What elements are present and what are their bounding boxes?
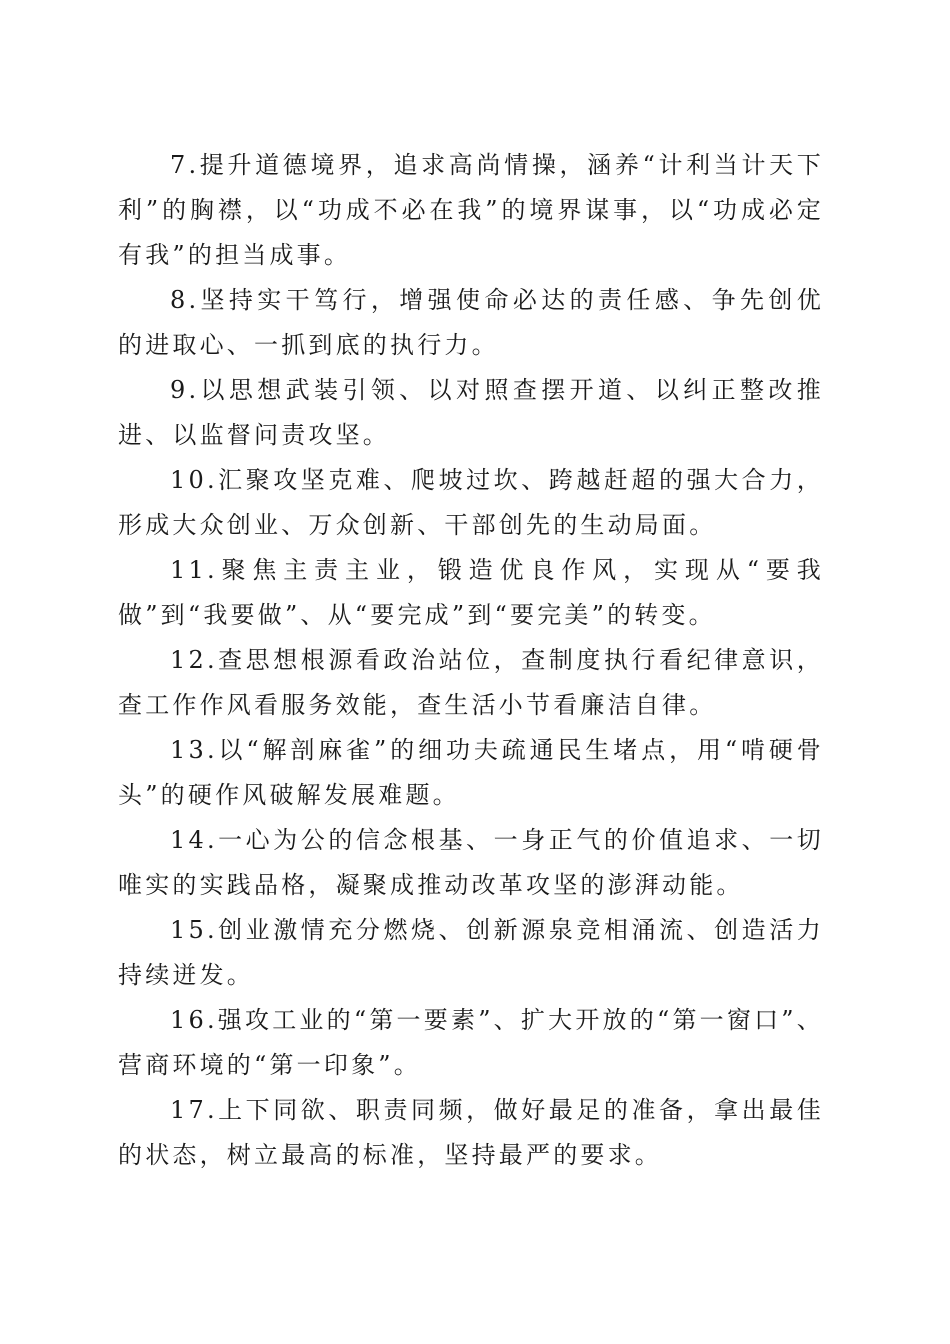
paragraph-17: 17.上下同欲、职责同频，做好最足的准备，拿出最佳的状态，树立最高的标准，坚持最严的要求。 (118, 1096, 824, 1169)
paragraph-13: 13.以“解剖麻雀”的细功夫疏通民生堵点，用“啃硬骨头”的硬作风破解发展难题。 (118, 736, 824, 809)
paragraph-7: 7.提升道德境界，追求高尚情操，涵养“计利当计天下利”的胸襟，以“功成不必在我”的境界谋事，以“功成必定有我”的担当成事。 (118, 151, 824, 269)
document-body (118, 143, 824, 1178)
paragraph-9: 9.以思想武装引领、以对照查摆开道、以纠正整改推进、以监督问责攻坚。 (118, 376, 824, 449)
paragraph-11: 11.聚焦主责主业，锻造优良作风，实现从“要我做”到“我要做”、从“要完成”到“要完美”的转变。 (118, 556, 824, 629)
paragraph-10: 10.汇聚攻坚克难、爬坡过坎、跨越赶超的强大合力，形成大众创业、万众创新、干部创先的生动局面。 (118, 466, 824, 539)
paragraph-8: 8.坚持实干笃行，增强使命必达的责任感、争先创优的进取心、一抓到底的执行力。 (118, 286, 824, 359)
paragraph-16: 16.强攻工业的“第一要素”、扩大开放的“第一窗口”、营商环境的“第一印象”。 (118, 1006, 824, 1079)
paragraph-14: 14.一心为公的信念根基、一身正气的价值追求、一切唯实的实践品格，凝聚成推动改革攻坚的澎湃动能。 (118, 826, 824, 899)
paragraph-12: 12.查思想根源看政治站位，查制度执行看纪律意识，查工作作风看服务效能，查生活小节看廉洁自律。 (118, 646, 824, 719)
paragraph-15: 15.创业激情充分燃烧、创新源泉竞相涌流、创造活力持续迸发。 (118, 916, 824, 989)
